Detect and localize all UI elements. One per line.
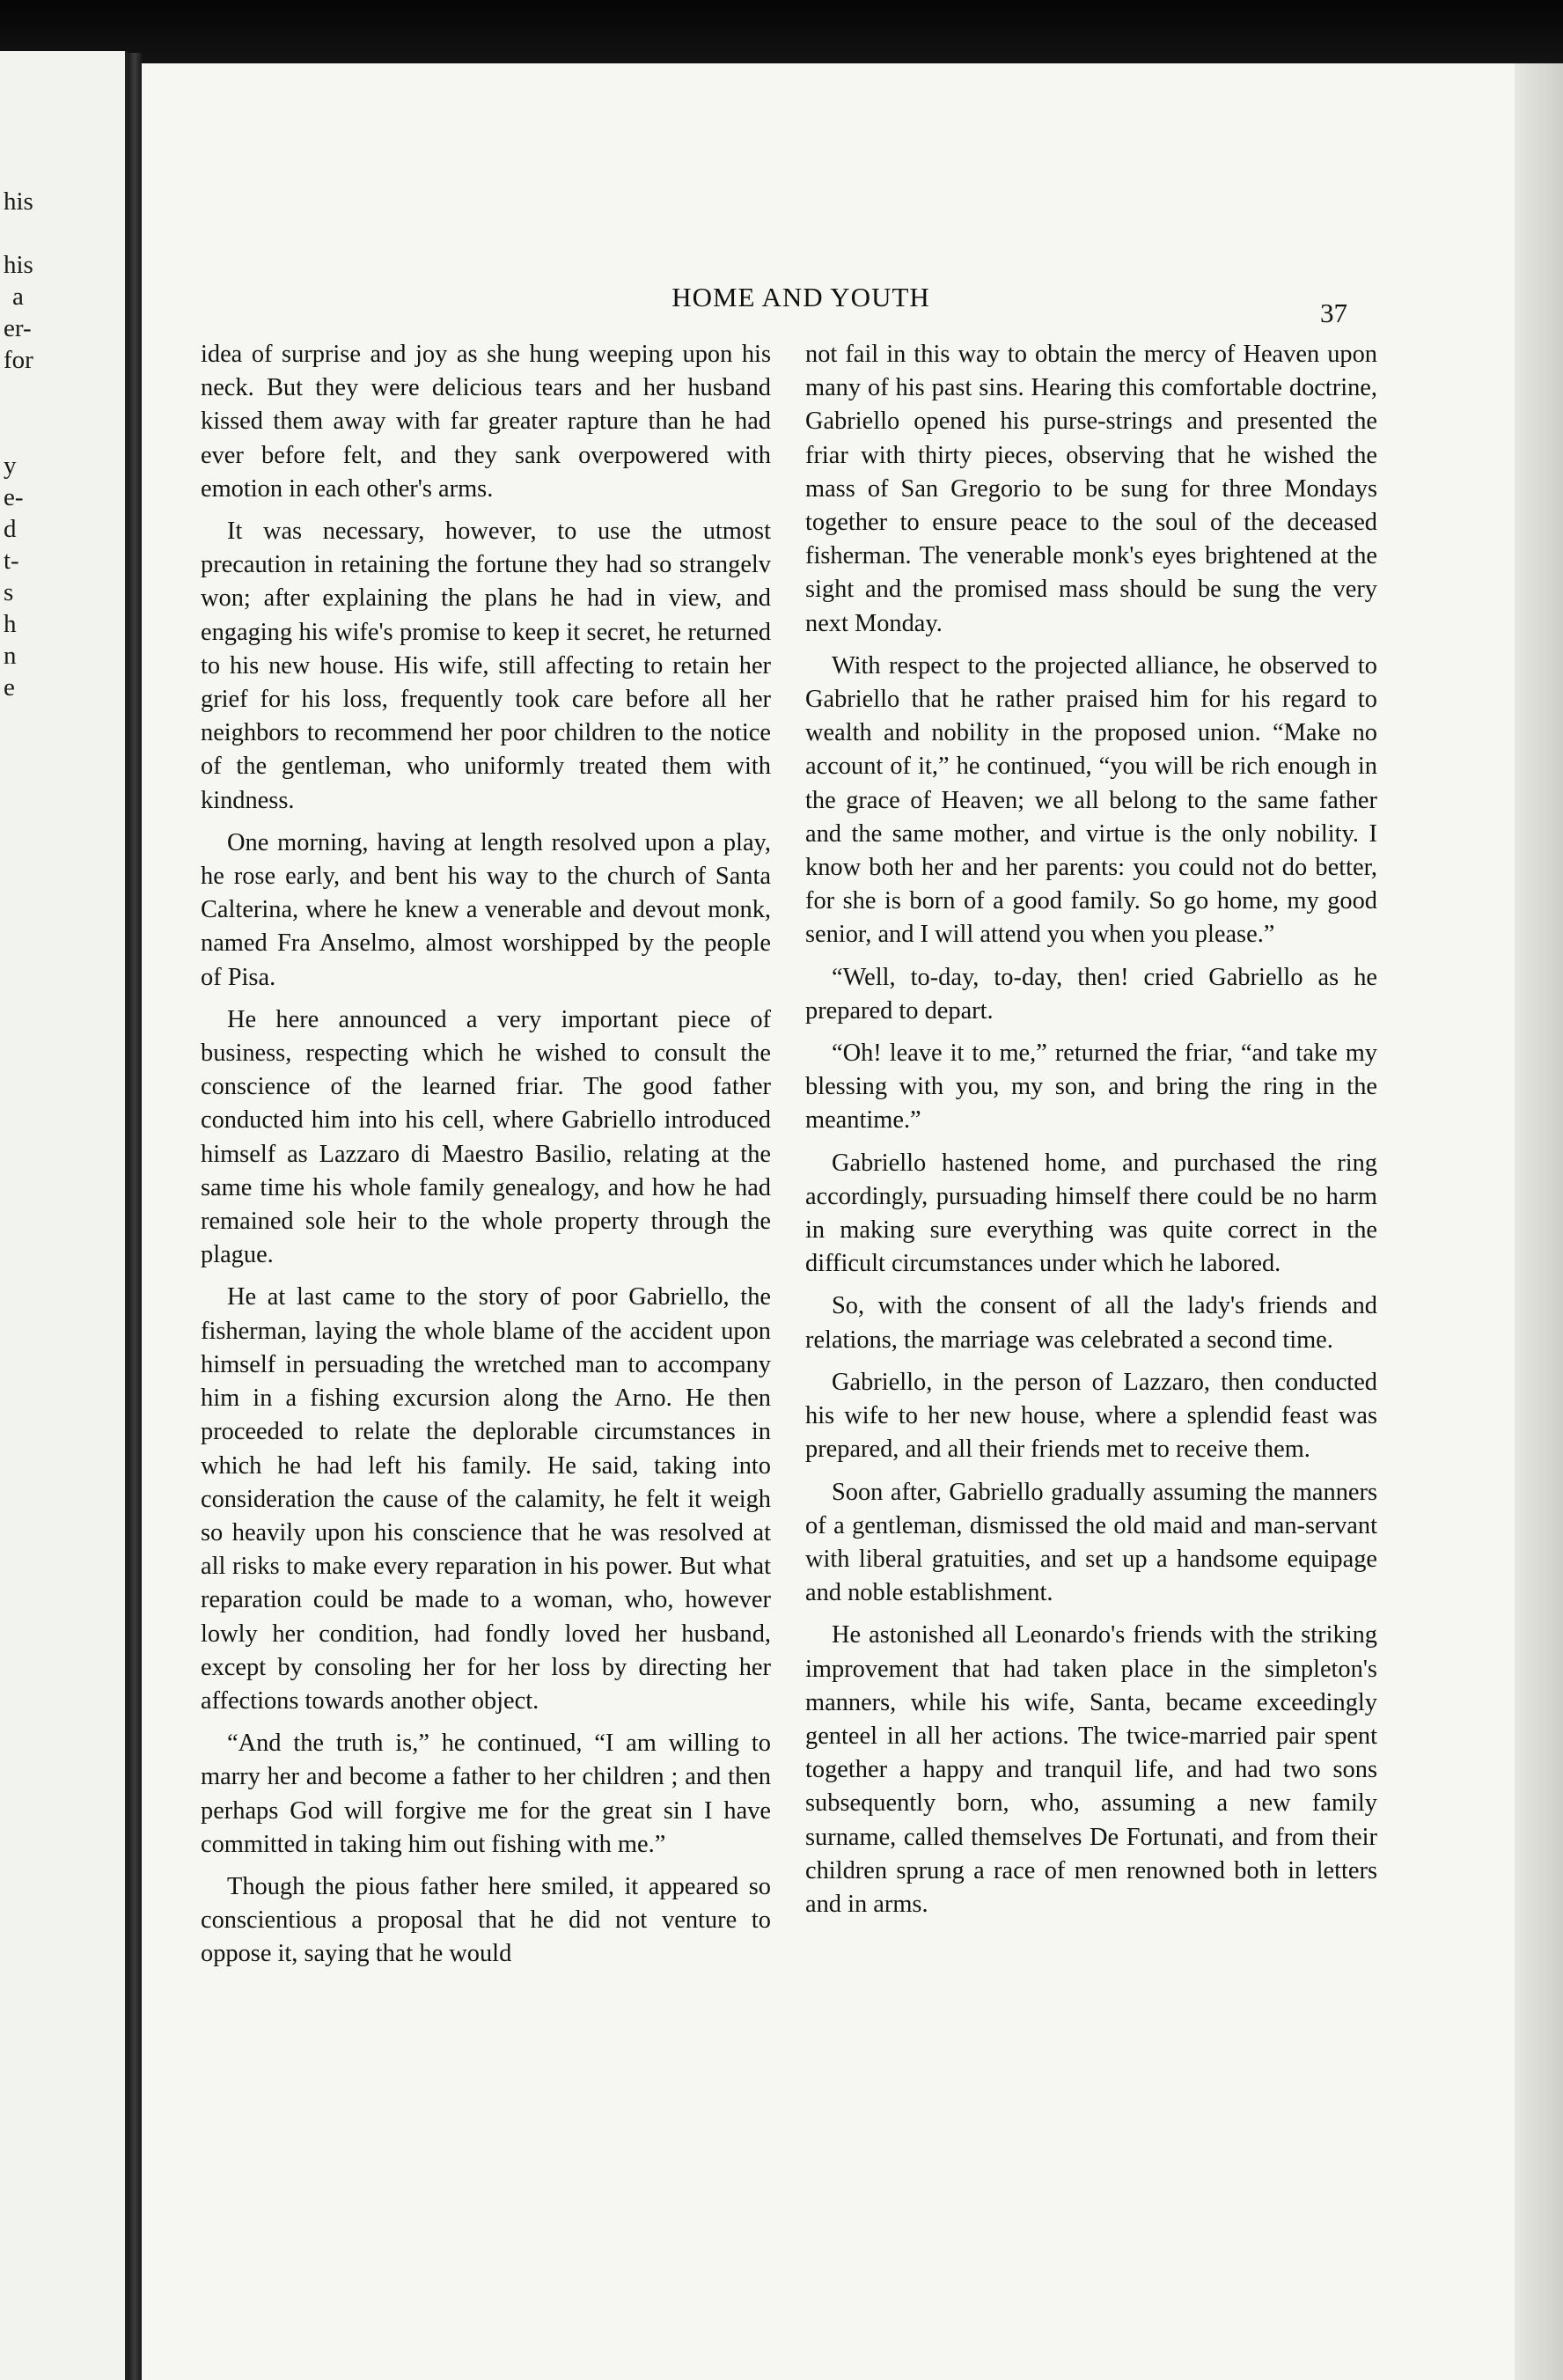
facing-page-text: t- bbox=[4, 547, 19, 575]
paragraph: not fail in this way to obtain the mercy of Heaven upon many of his past sins. Hearing this comfortable doctrine, Gabriello opened his purse-strings and presented the friar with thirty pieces, observing that he wished the mass of San Gregorio to be sung for three Mondays together to ensure peace to the soul of the deceased fisherman. The venerable monk's eyes brightened at the sight and the promised mass should be sung the very next Monday. bbox=[805, 341, 1377, 637]
facing-page-text: his bbox=[4, 251, 33, 279]
paragraph: He astonished all Leonardo's friends with the striking improvement that had taken place in the simpleton's manners, while his wife, Santa, became exceedingly genteel in all her actions. The twice-married pair spent together a happy and tranquil life, and had two sons subsequently born, who, assuming a new family surname, called themselves De Fortunati, and from their children sprung a race of men renowned both in letters and in arms. bbox=[805, 1621, 1377, 1918]
right-column bbox=[805, 338, 1377, 1930]
facing-page-text: his bbox=[4, 187, 33, 216]
facing-page-text: er- bbox=[4, 314, 32, 342]
page-edge bbox=[1515, 63, 1563, 2380]
facing-page-text: e bbox=[4, 673, 15, 702]
book-gutter bbox=[128, 53, 142, 2380]
left-column bbox=[201, 338, 771, 1980]
paragraph: Though the pious father here smiled, it appeared so conscientious a proposal that he did not venture to oppose it, saying that he would bbox=[201, 1872, 771, 1968]
paragraph: So, with the consent of all the lady's friends and relations, the marriage was celebrated a second time. bbox=[805, 1292, 1377, 1354]
facing-page-fragment bbox=[0, 51, 128, 2380]
facing-page-text: s bbox=[4, 578, 14, 606]
paragraph: “Oh! leave it to me,” returned the friar, “and take my blessing with you, my son, and bring the ring in the meantime.” bbox=[805, 1039, 1377, 1135]
facing-page-text: h bbox=[4, 610, 17, 638]
paragraph: “Well, to-day, to-day, then! cried Gabriello as he prepared to depart. bbox=[805, 963, 1377, 1025]
facing-page-text: e- bbox=[4, 483, 24, 511]
paragraph: He at last came to the story of poor Gabriello, the fisherman, laying the whole blame of the accident upon himself in persuading the wretched man to accompany him in a fishing excursion along the Arno. He then proceeded to relate the deplorable circumstances in which he had left his family. He said, taking into consideration the cause of the calamity, he felt it weigh so heavily upon his conscience that he was resolved at all risks to make every reparation in his power. But what reparation could be made to a woman, who, however lowly her condition, had fondly loved her husband, except by consoling her for her loss by directing her affections towards another object. bbox=[201, 1283, 771, 1715]
paragraph: “And the truth is,” he continued, “I am willing to marry her and become a father to her children ; and then perhaps God will forgive me for the great sin I have committed in taking him out fishing with me.” bbox=[201, 1730, 771, 1858]
scan-top-edge bbox=[0, 0, 1563, 70]
paragraph: One morning, having at length resolved upon a play, he rose early, and bent his way to the church of Santa Calterina, where he knew a venerable and devout monk, named Fra Anselmo, almost worshipped by the people of Pisa. bbox=[201, 828, 771, 991]
page-number: 37 bbox=[1320, 298, 1347, 328]
facing-page-text: for bbox=[4, 346, 33, 374]
paragraph: With respect to the projected alliance, he observed to Gabriello that he rather praised him for his regard to wealth and nobility in the proposed union. “Make no account of it,” he continued, “you will be rich enough in the grace of Heaven; we all belong to the same father and the same mother, and virtue is the only nobility. I know both her and her parents: you could not do better, for she is born of a good family. So go home, my good senior, and I will attend you when you please.” bbox=[805, 651, 1377, 949]
paragraph: He here announced a very important piece of business, respecting which he wished to consult the conscience of the learned friar. The good father conducted him into his cell, where Gabriello introduced himself as Lazzaro di Maestro Basilio, relating at the same time his whole family genealogy, and how he had remained sole heir to the whole property through the plague. bbox=[201, 1005, 771, 1269]
paragraph: idea of surprise and joy as she hung weeping upon his neck. But they were delicious tears and her husband kissed them away with far greater rapture than he had ever before felt, and they sank overpowered with emotion in each other's arms. bbox=[201, 341, 771, 503]
facing-page-text: a bbox=[12, 283, 24, 311]
facing-page-text: y bbox=[4, 452, 17, 480]
paragraph: Soon after, Gabriello gradually assuming the manners of a gentleman, dismissed the old maid and man-servant with liberal gratuities, and set up a handsome equipage and noble establishment. bbox=[805, 1478, 1377, 1607]
facing-page-text: n bbox=[4, 642, 17, 670]
running-title: HOME AND YOUTH bbox=[671, 282, 930, 312]
paragraph: It was necessary, however, to use the utmost precaution in retaining the fortune they had so strangelv won; after explaining the plans he had in view, and engaging his wife's promise to keep it secret, he returned to his new house. His wife, still affecting to retain her grief for his loss, frequently took care before all her neighbors to recommend her poor children to the notice of the gentleman, who uniformly treated them with kindness. bbox=[201, 518, 771, 814]
facing-page-text: d bbox=[4, 515, 17, 543]
paragraph: Gabriello, in the person of Lazzaro, then conducted his wife to her new house, where a splendid feast was prepared, and all their friends met to receive them. bbox=[805, 1368, 1377, 1464]
paragraph: Gabriello hastened home, and purchased the ring accordingly, pursuading himself there could be no harm in making sure everything was quite correct in the difficult circumstances under which he labored. bbox=[805, 1149, 1377, 1278]
